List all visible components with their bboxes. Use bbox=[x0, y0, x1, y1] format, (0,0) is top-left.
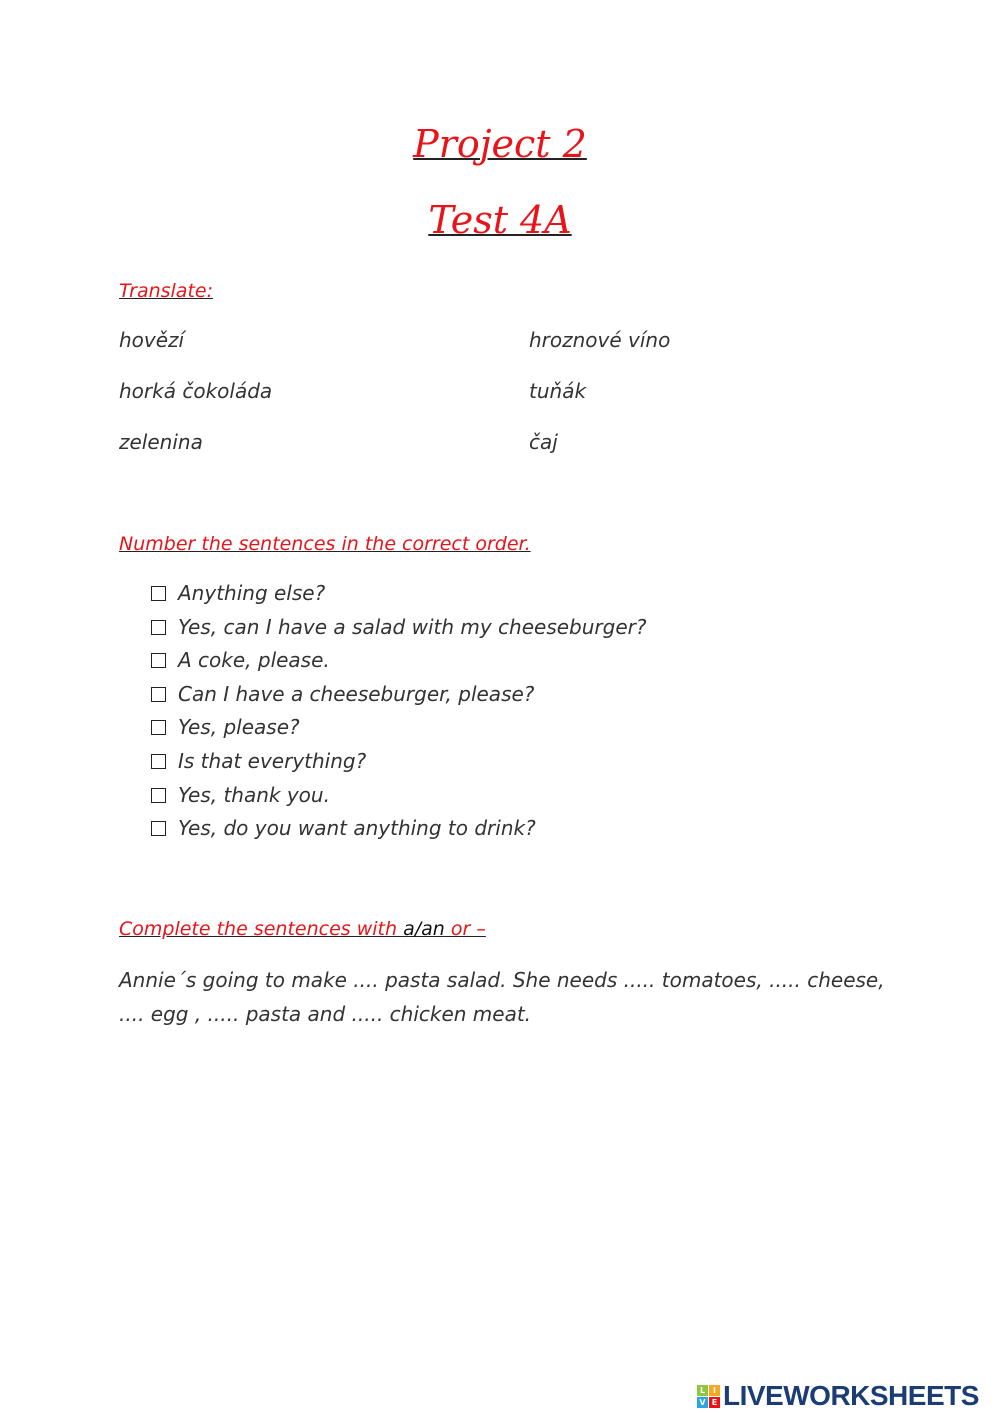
sentence: Yes, thank you. bbox=[178, 782, 330, 807]
word: hroznové víno bbox=[529, 328, 671, 352]
liveworksheets-logo bbox=[697, 1380, 979, 1412]
word: horká čokoláda bbox=[119, 379, 273, 403]
order-item[interactable] bbox=[151, 783, 330, 807]
checkbox[interactable] bbox=[151, 687, 166, 702]
word: čaj bbox=[529, 430, 558, 454]
order-heading: Number the sentences in the correct order. bbox=[119, 533, 531, 555]
order-item[interactable] bbox=[151, 749, 366, 773]
logo-squares-icon: L I V E bbox=[697, 1385, 720, 1408]
heading-part: Complete the sentences with bbox=[119, 918, 404, 940]
word: hovězí bbox=[119, 328, 185, 352]
title: Project 2 bbox=[413, 122, 587, 166]
exercise-text: Annie´s going to make .... pasta salad. She needs ..... tomatoes, ..... cheese, .... egg , ..... pasta and ..... chicken meat. bbox=[119, 968, 885, 1026]
complete-heading bbox=[119, 918, 486, 940]
checkbox[interactable] bbox=[151, 653, 166, 668]
sentence: Anything else? bbox=[178, 581, 326, 605]
checkbox[interactable] bbox=[151, 754, 166, 769]
order-item[interactable] bbox=[151, 715, 300, 739]
order-item[interactable] bbox=[151, 682, 534, 706]
checkbox[interactable] bbox=[151, 586, 166, 601]
sentence: Yes, do you want anything to drink? bbox=[178, 816, 536, 841]
heading-part: or – bbox=[444, 918, 486, 940]
order-item[interactable] bbox=[151, 648, 330, 672]
checkbox[interactable] bbox=[151, 620, 166, 635]
subtitle: Test 4A bbox=[428, 198, 572, 242]
sentence: Yes, please? bbox=[178, 715, 300, 740]
translate-heading: Translate: bbox=[119, 280, 213, 302]
order-item[interactable] bbox=[151, 615, 647, 639]
logo-text: LIVEWORKSHEETS bbox=[723, 1380, 979, 1411]
checkbox[interactable] bbox=[151, 821, 166, 836]
sentence: A coke, please. bbox=[178, 648, 330, 673]
checkbox[interactable] bbox=[151, 788, 166, 803]
order-item[interactable] bbox=[151, 581, 325, 605]
checkbox[interactable] bbox=[151, 720, 166, 735]
heading-part: a/an bbox=[403, 918, 445, 940]
order-item[interactable] bbox=[151, 816, 536, 840]
sentence: Is that everything? bbox=[178, 749, 367, 773]
sentence: Can I have a cheeseburger, please? bbox=[178, 681, 535, 706]
word: zelenina bbox=[119, 430, 203, 454]
word: tuňák bbox=[529, 379, 587, 403]
sentence: Yes, can I have a salad with my cheeseburger? bbox=[178, 614, 647, 639]
